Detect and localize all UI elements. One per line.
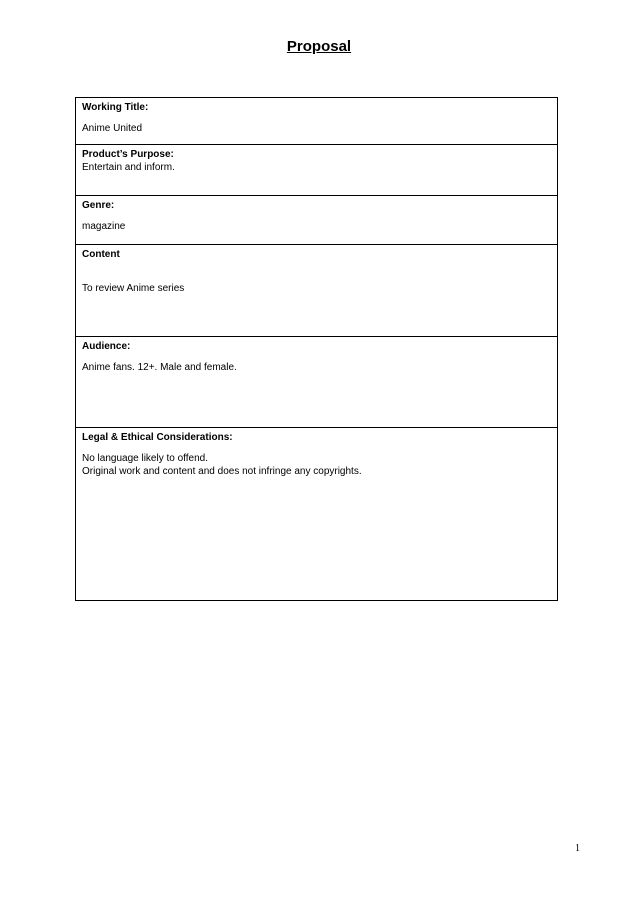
- genre-cell: [76, 196, 558, 245]
- table-row: [76, 196, 558, 245]
- purpose-cell: [76, 145, 558, 196]
- genre-value: magazine: [82, 221, 126, 232]
- page-title: Proposal: [286, 38, 352, 55]
- legal-line-1: No language likely to offend.: [82, 453, 209, 464]
- content-cell: [76, 245, 558, 337]
- table-row: [76, 428, 558, 601]
- content-value: To review Anime series: [82, 283, 185, 294]
- table-row: [76, 145, 558, 196]
- working-title-label: Working Title:: [82, 102, 149, 113]
- purpose-label: Product’s Purpose:: [82, 149, 174, 160]
- legal-label: Legal & Ethical Considerations:: [82, 432, 233, 443]
- legal-cell: [76, 428, 558, 601]
- working-title-value: Anime United: [82, 123, 143, 134]
- table-row: [76, 245, 558, 337]
- table-row: [76, 337, 558, 428]
- genre-label: Genre:: [82, 200, 115, 211]
- audience-label: Audience:: [82, 341, 131, 352]
- purpose-value: Entertain and inform.: [82, 162, 175, 173]
- audience-cell: [76, 337, 558, 428]
- table-row: [76, 98, 558, 145]
- working-title-cell: [76, 98, 558, 145]
- page-number: 1: [575, 843, 580, 854]
- audience-value: Anime fans. 12+. Male and female.: [82, 362, 237, 373]
- legal-line-2: Original work and content and does not infringe any copyrights.: [82, 466, 362, 477]
- proposal-form-table: [75, 97, 558, 601]
- content-label: Content: [82, 249, 120, 260]
